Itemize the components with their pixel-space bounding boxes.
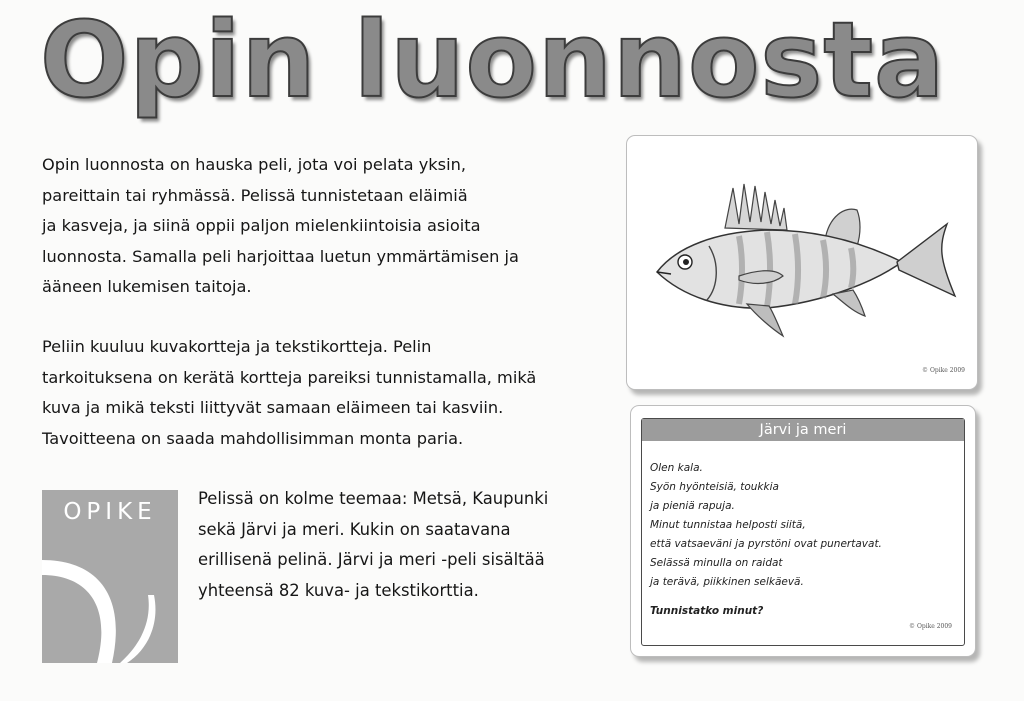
themes-line: yhteensä 82 kuva- ja tekstikorttia. bbox=[198, 580, 479, 600]
copyright-note: © Opike 2009 bbox=[922, 367, 965, 374]
rules-paragraph bbox=[42, 332, 617, 454]
intro-line: ääneen lukemisen taitoja. bbox=[42, 277, 252, 296]
themes-line: Pelissä on kolme teemaa: Metsä, Kaupunki bbox=[198, 489, 549, 508]
rules-line: Peliin kuuluu kuvakortteja ja tekstikortteja. Pelin bbox=[42, 337, 432, 356]
themes-paragraph bbox=[198, 484, 598, 606]
intro-line: ja kasveja, ja siinä oppii paljon mielenkiintoisia asioita bbox=[42, 216, 481, 235]
text-card-frame bbox=[641, 418, 965, 646]
rules-line: Tavoitteena on saada mahdollisimman monta paria. bbox=[42, 428, 464, 448]
intro-line: luonnosta. Samalla peli harjoittaa luetun ymmärtämisen ja bbox=[42, 246, 519, 266]
riddle-line: Olen kala. bbox=[650, 462, 703, 474]
opike-logo bbox=[42, 490, 178, 663]
logo-swoosh-icon bbox=[42, 530, 178, 663]
intro-line: Opin luonnosta on hauska peli, jota voi pelata yksin, bbox=[42, 155, 466, 174]
themes-line: erillisenä pelinä. Järvi ja meri -peli sisältää bbox=[198, 550, 545, 569]
themes-line: sekä Järvi ja meri. Kukin on saatavana bbox=[198, 519, 511, 539]
picture-card bbox=[626, 135, 978, 390]
riddle-line: Syön hyönteisiä, toukkia bbox=[650, 481, 779, 493]
riddle-text bbox=[650, 459, 950, 592]
rules-line: kuva ja mikä teksti liittyvät samaan eläimeen tai kasviin. bbox=[42, 398, 504, 417]
riddle-line: Minut tunnistaa helposti siitä, bbox=[650, 519, 806, 531]
text-card bbox=[630, 405, 976, 657]
rules-line: tarkoituksena on kerätä kortteja pareiksi tunnistamalla, mikä bbox=[42, 367, 537, 387]
perch-fish-icon bbox=[647, 176, 959, 341]
page-title: Opin luonnosta bbox=[40, 0, 946, 121]
riddle-line: Selässä minulla on raidat bbox=[650, 557, 783, 569]
copyright-note: © Opike 2009 bbox=[909, 623, 952, 630]
riddle-line: että vatsaeväni ja pyrstöni ovat punertavat. bbox=[650, 538, 882, 550]
riddle-line: ja terävä, piikkinen selkäevä. bbox=[650, 576, 804, 588]
riddle-question: Tunnistatko minut? bbox=[650, 605, 764, 617]
logo-text: OPIKE bbox=[63, 499, 157, 525]
intro-paragraph bbox=[42, 150, 602, 303]
intro-line: pareittain tai ryhmässä. Pelissä tunnistetaan eläimiä bbox=[42, 185, 468, 205]
theme-header: Järvi ja meri bbox=[642, 419, 964, 441]
riddle-line: ja pieniä rapuja. bbox=[650, 500, 735, 512]
